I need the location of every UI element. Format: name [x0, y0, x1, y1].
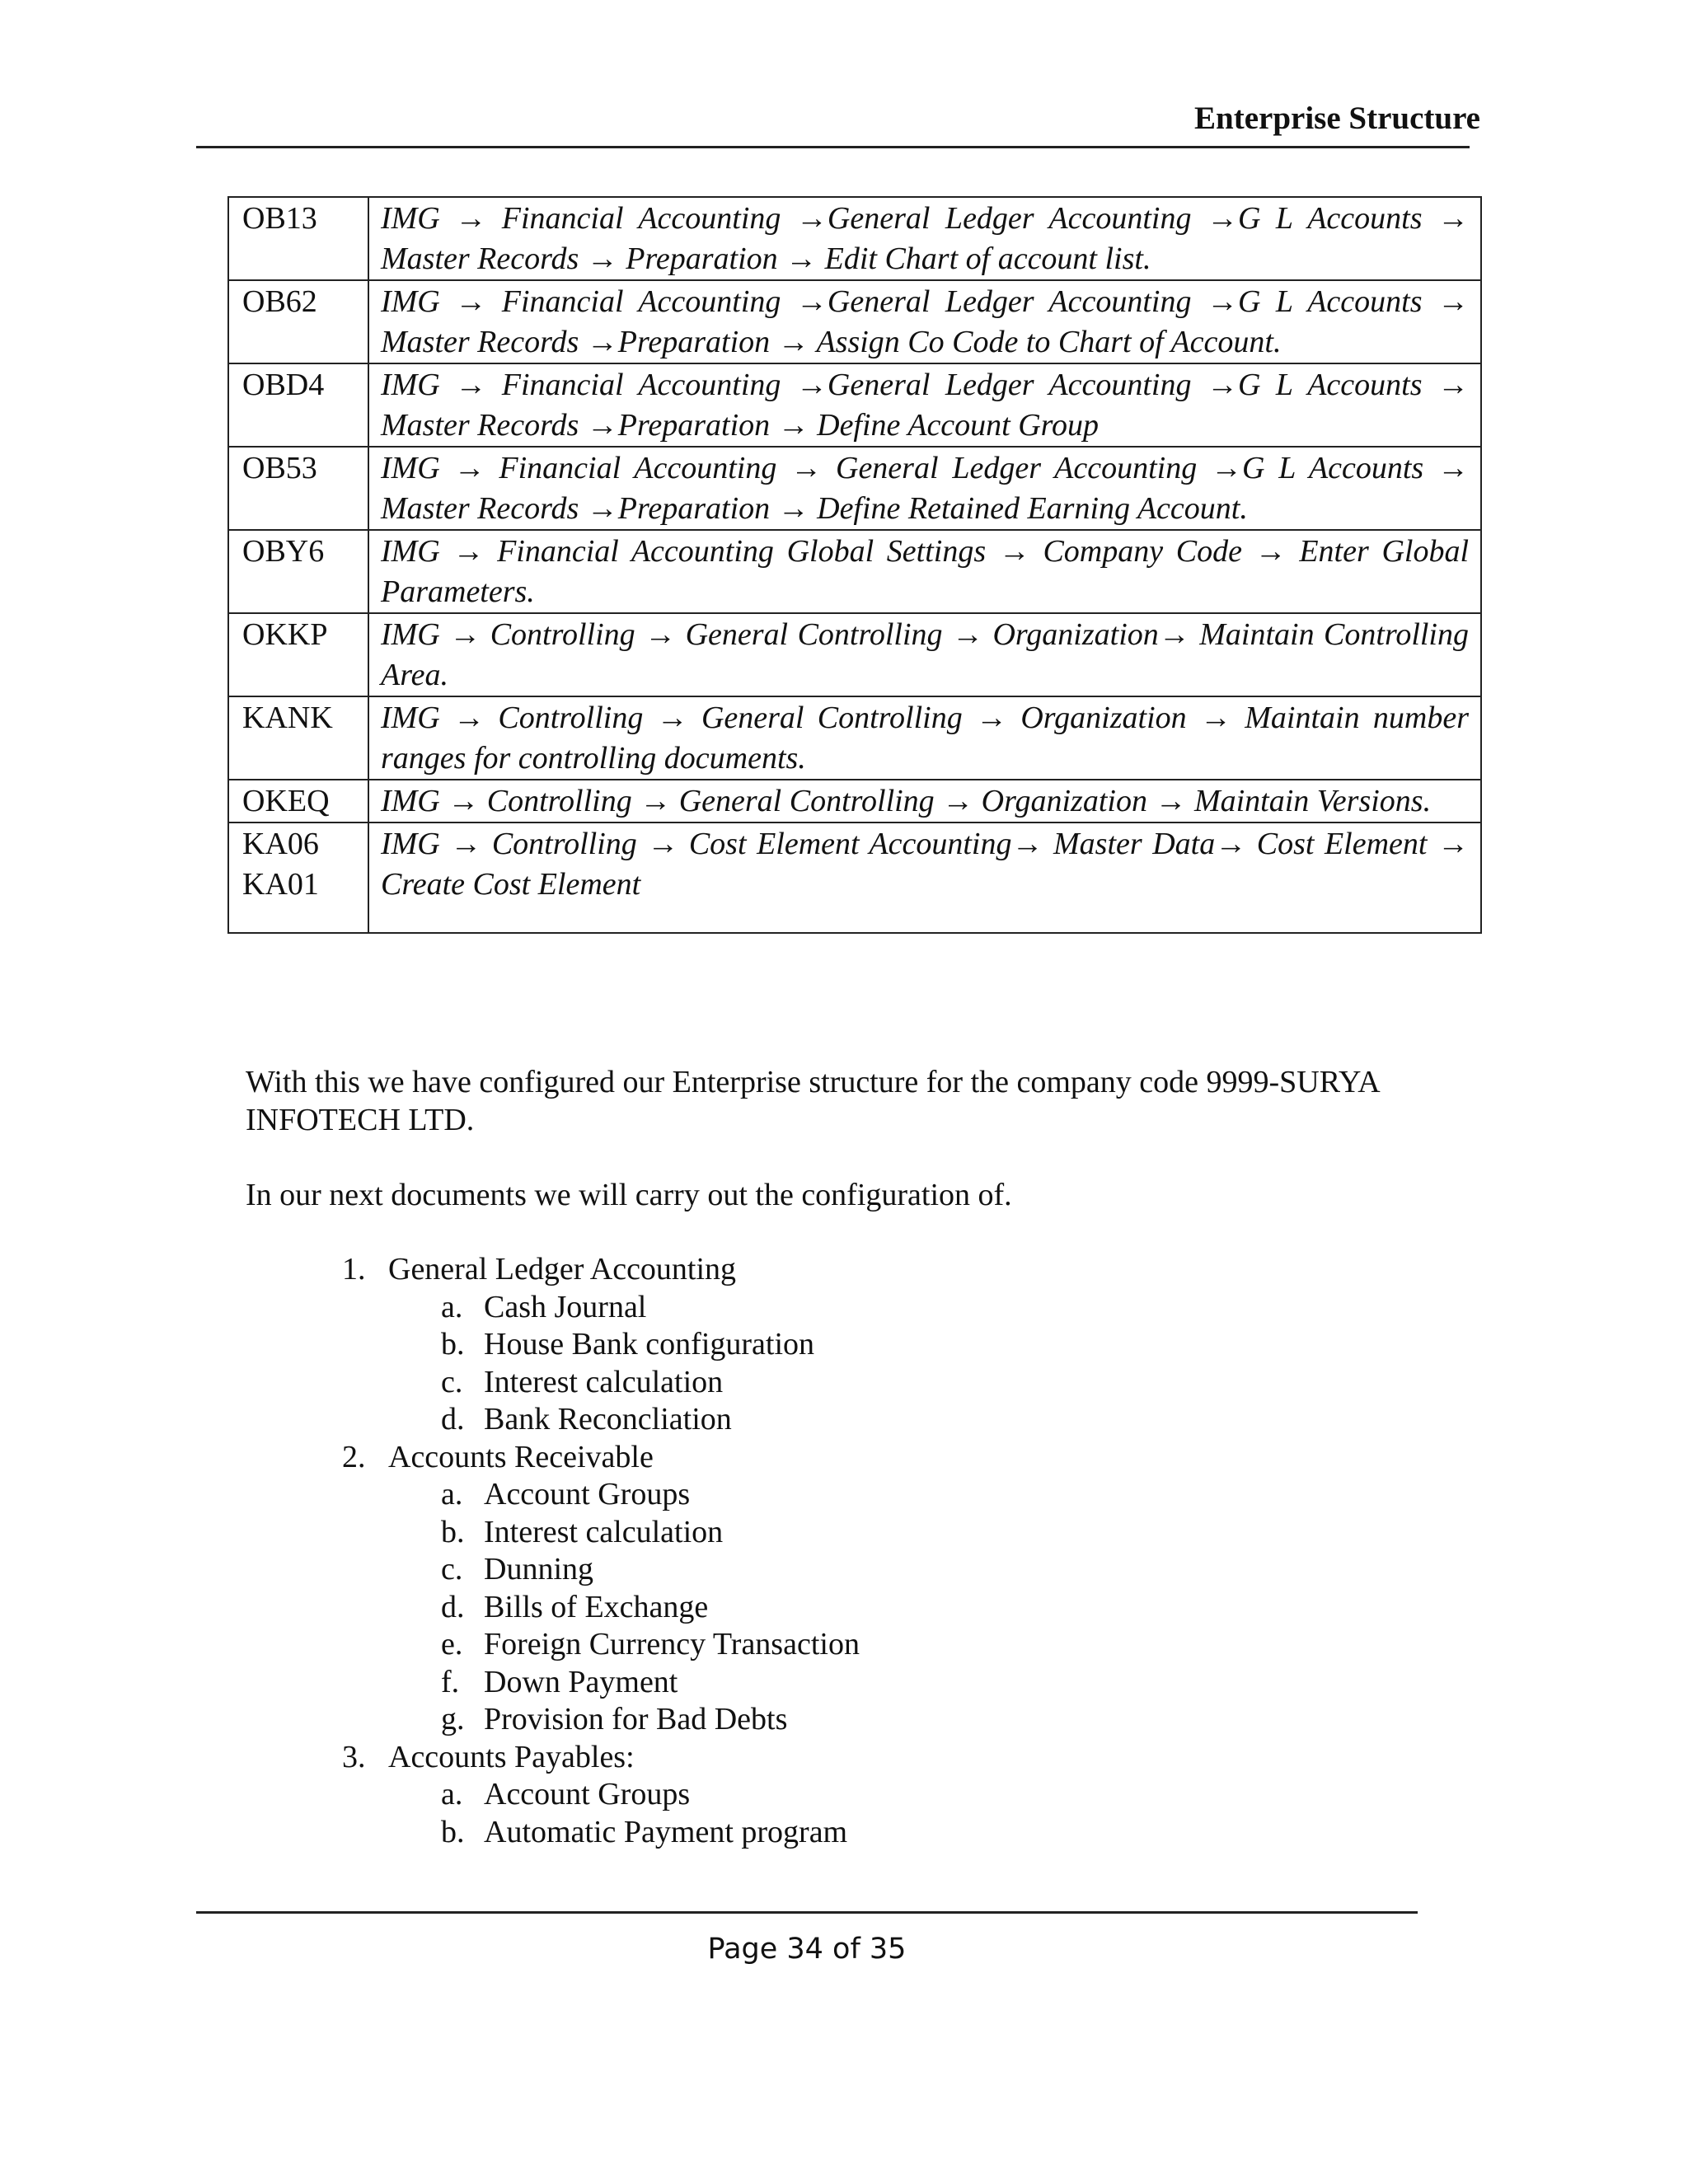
- transaction-code-cell: [228, 530, 368, 613]
- sub-list-item: [441, 1514, 860, 1552]
- sub-list-item-label: Cash Journal: [484, 1289, 647, 1324]
- sub-list-item: [441, 1814, 860, 1852]
- list-number: 3.: [342, 1739, 366, 1774]
- transaction-code: OB13: [242, 201, 317, 236]
- sub-list-item: [441, 1401, 860, 1439]
- transaction-code: OKKP: [242, 617, 328, 652]
- footer-rule: [196, 1911, 1418, 1914]
- sub-list: [342, 1776, 860, 1851]
- configuration-topics-list: [342, 1251, 860, 1851]
- list-item-label: Accounts Receivable: [388, 1439, 654, 1474]
- sub-list-item: [441, 1476, 860, 1514]
- menu-path-cell: IMG → Financial Accounting Global Settings → Company Code → Enter Global Parameters.: [368, 530, 1481, 613]
- sub-list-item-label: Bills of Exchange: [484, 1589, 709, 1624]
- sub-list-item-label: Dunning: [484, 1552, 593, 1586]
- sub-list: [342, 1476, 860, 1739]
- table-row: [228, 613, 1481, 696]
- transaction-code-table-body: [228, 197, 1481, 933]
- sub-list-item-label: House Bank configuration: [484, 1327, 815, 1361]
- list-number: 1.: [342, 1252, 366, 1286]
- list-item: [342, 1251, 860, 1439]
- list-letter: d.: [441, 1589, 465, 1624]
- table-row: [228, 197, 1481, 280]
- list-letter: f.: [441, 1664, 460, 1699]
- transaction-code-table: [227, 196, 1482, 934]
- sub-list-item-label: Interest calculation: [484, 1514, 724, 1549]
- list-letter: c.: [441, 1364, 463, 1399]
- transaction-code: OBD4: [242, 368, 325, 402]
- transaction-code-cell: [228, 823, 368, 933]
- list-letter: b.: [441, 1514, 465, 1549]
- table-row: [228, 530, 1481, 613]
- menu-path-cell: IMG → Controlling → Cost Element Accounting→ Master Data→ Cost Element → Create Cost Element: [368, 823, 1481, 933]
- transaction-code: OB53: [242, 451, 317, 485]
- configured-paragraph: With this we have configured our Enterprise structure for the company code 9999-SURYA INFOTECH LTD.: [246, 1065, 1379, 1137]
- sub-list-item-label: Interest calculation: [484, 1364, 724, 1399]
- menu-path-cell: IMG → Controlling → General Controlling → Organization → Maintain Versions.: [368, 780, 1481, 823]
- table-row: [228, 780, 1481, 823]
- list-letter: c.: [441, 1552, 463, 1586]
- transaction-code: OB62: [242, 284, 317, 319]
- list-letter: g.: [441, 1702, 465, 1736]
- sub-list-item: [441, 1289, 860, 1327]
- table-row: [228, 363, 1481, 447]
- sub-list-item-label: Account Groups: [484, 1777, 691, 1811]
- sub-list-item-label: Provision for Bad Debts: [484, 1702, 788, 1736]
- sub-list-item: [441, 1551, 860, 1589]
- sub-list-item-label: Foreign Currency Transaction: [484, 1627, 860, 1661]
- sub-list-item: [441, 1326, 860, 1364]
- transaction-code-cell: [228, 613, 368, 696]
- list-letter: b.: [441, 1327, 465, 1361]
- sub-list-item: [441, 1701, 860, 1739]
- sub-list: [342, 1289, 860, 1439]
- table-row: [228, 696, 1481, 780]
- list-number: 2.: [342, 1439, 366, 1474]
- transaction-code-cell: [228, 696, 368, 780]
- transaction-code-cell: [228, 447, 368, 530]
- menu-path-cell: IMG → Financial Accounting →General Ledger Accounting →G L Accounts → Master Records → Preparation → Edit Chart of account list.: [368, 197, 1481, 280]
- page-number: Page 34 of 35: [707, 1933, 907, 1966]
- menu-path-cell: IMG → Financial Accounting → General Ledger Accounting →G L Accounts → Master Records →Preparation → Define Retained Earning Account.: [368, 447, 1481, 530]
- list-letter: a.: [441, 1477, 463, 1511]
- sub-list-item-label: Automatic Payment program: [484, 1814, 848, 1849]
- sub-list-item-label: Account Groups: [484, 1477, 691, 1511]
- list-letter: d.: [441, 1402, 465, 1436]
- list-item: [342, 1439, 860, 1739]
- table-row: [228, 447, 1481, 530]
- page-header-title: Enterprise Structure: [1194, 101, 1480, 136]
- menu-path-cell: IMG → Financial Accounting →General Ledger Accounting →G L Accounts → Master Records →Preparation → Define Account Group: [368, 363, 1481, 447]
- transaction-code: KA01: [242, 867, 319, 902]
- menu-path-cell: IMG → Controlling → General Controlling → Organization → Maintain number ranges for controlling documents.: [368, 696, 1481, 780]
- list-letter: b.: [441, 1814, 465, 1849]
- list-item: [342, 1739, 860, 1852]
- transaction-code: OKEQ: [242, 784, 330, 818]
- transaction-code-cell: [228, 780, 368, 823]
- sub-list-item: [441, 1776, 860, 1814]
- sub-list-item: [441, 1664, 860, 1702]
- sub-list-item: [441, 1589, 860, 1627]
- sub-list-item-label: Down Payment: [484, 1664, 678, 1699]
- menu-path-cell: IMG → Financial Accounting →General Ledger Accounting →G L Accounts → Master Records →Preparation → Assign Co Code to Chart of Account.: [368, 280, 1481, 363]
- menu-path-cell: IMG → Controlling → General Controlling → Organization→ Maintain Controlling Area.: [368, 613, 1481, 696]
- list-letter: a.: [441, 1289, 463, 1324]
- transaction-code: KANK: [242, 701, 333, 735]
- table-row: [228, 823, 1481, 933]
- sub-list-item-label: Bank Reconcliation: [484, 1402, 732, 1436]
- transaction-code-cell: [228, 197, 368, 280]
- list-letter: e.: [441, 1627, 463, 1661]
- transaction-code-cell: [228, 363, 368, 447]
- transaction-code: KA06: [242, 827, 319, 861]
- transaction-code-cell: [228, 280, 368, 363]
- list-item-label: General Ledger Accounting: [388, 1252, 737, 1286]
- sub-list-item: [441, 1364, 860, 1402]
- table-row: [228, 280, 1481, 363]
- transaction-code: OBY6: [242, 534, 325, 569]
- sub-list-item: [441, 1626, 860, 1664]
- list-letter: a.: [441, 1777, 463, 1811]
- list-item-label: Accounts Payables:: [388, 1739, 635, 1774]
- header-rule: [196, 146, 1470, 148]
- next-steps-paragraph: In our next documents we will carry out the configuration of.: [246, 1178, 1012, 1212]
